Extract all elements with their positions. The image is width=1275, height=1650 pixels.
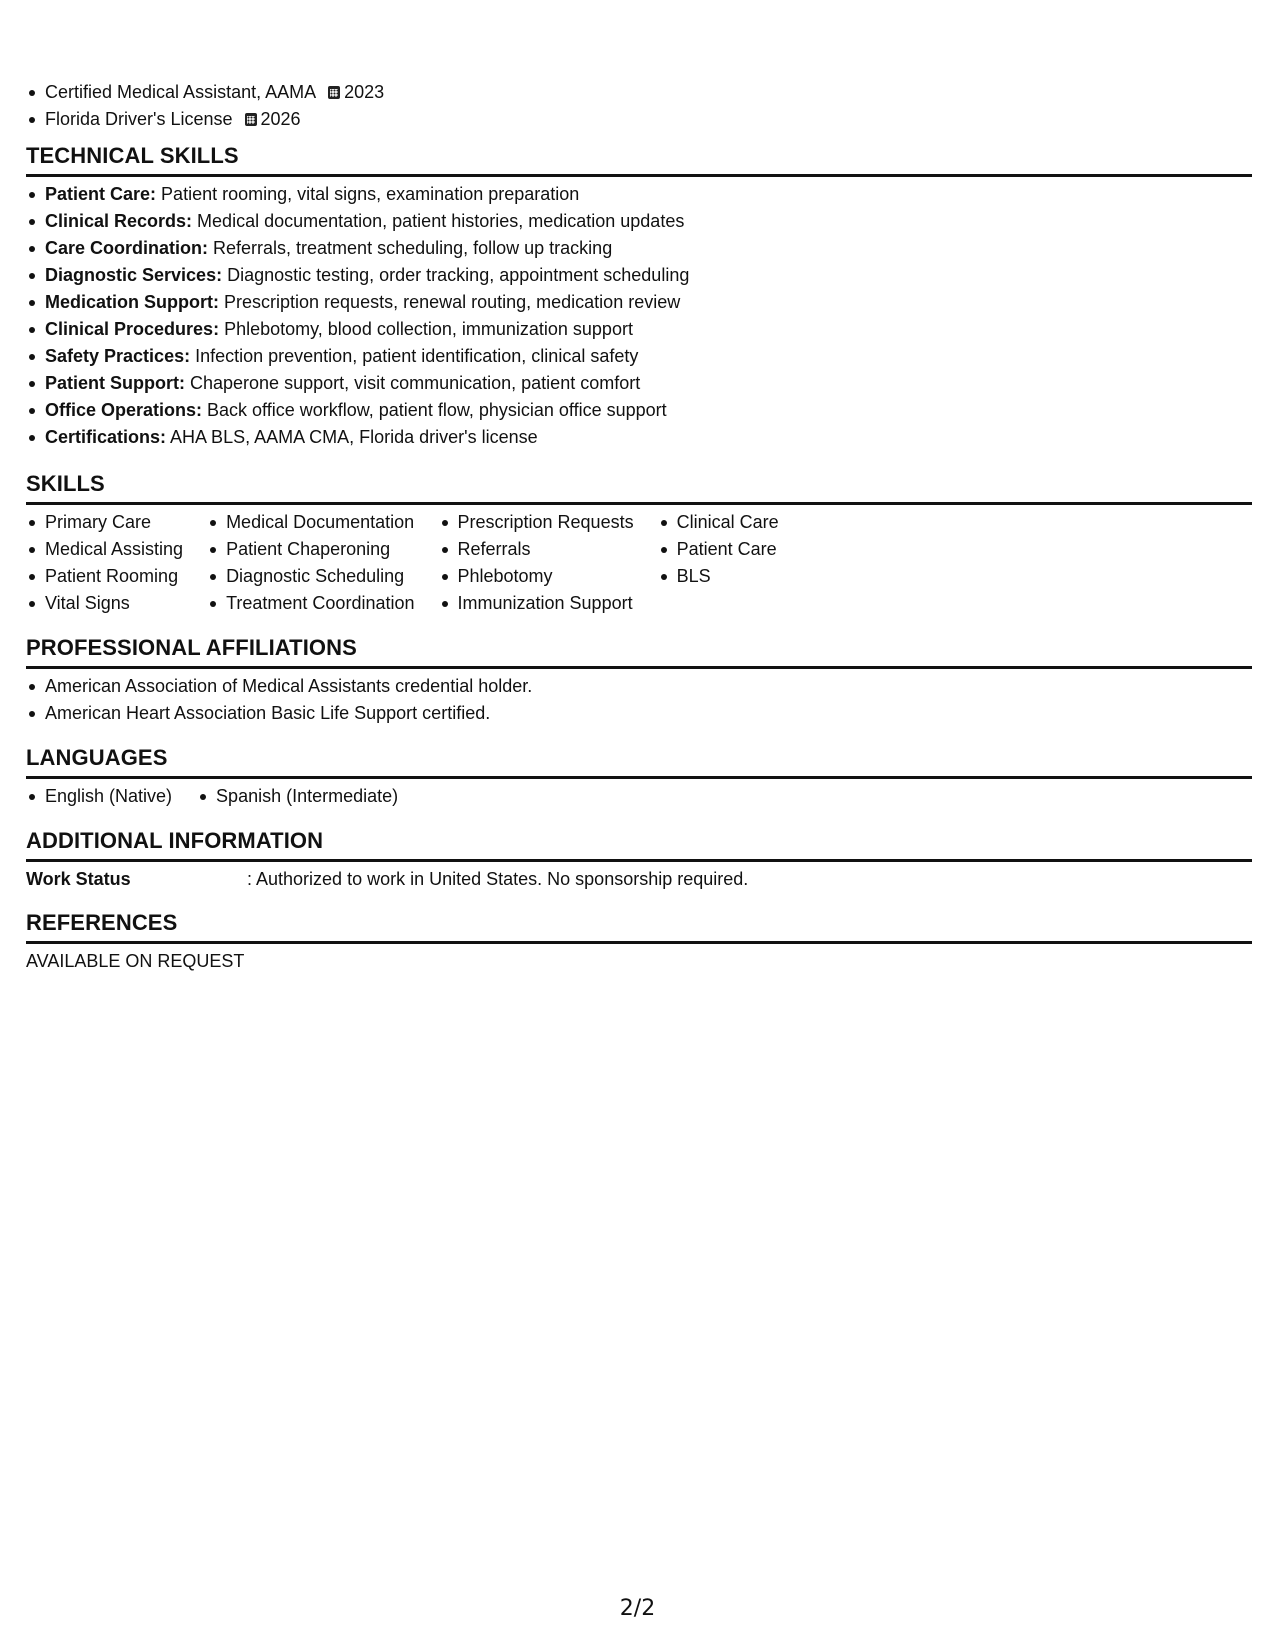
section-title: TECHNICAL SKILLS xyxy=(26,142,1252,177)
list-item: Vital Signs xyxy=(45,590,183,617)
skills-section xyxy=(26,470,1252,617)
list-item xyxy=(45,424,1252,451)
skills-column xyxy=(26,509,183,617)
item-label: Diagnostic Services: xyxy=(45,265,223,285)
section-title: ADDITIONAL INFORMATION xyxy=(26,827,1252,862)
item-label: Office Operations: xyxy=(45,400,203,420)
certification-item xyxy=(45,79,384,106)
technical-skills-section xyxy=(26,142,1252,451)
section-title: REFERENCES xyxy=(26,909,1252,944)
references-text: AVAILABLE ON REQUEST xyxy=(26,951,245,971)
list-item xyxy=(45,397,1252,424)
list-item: BLS xyxy=(677,563,779,590)
item-label: Patient Support: xyxy=(45,373,185,393)
certification-name: Certified Medical Assistant, AAMA xyxy=(45,82,317,102)
list-item: Patient Care xyxy=(677,536,779,563)
skills-column xyxy=(658,509,779,617)
certification-item xyxy=(45,106,384,133)
item-text: Infection prevention, patient identification, clinical safety xyxy=(190,346,639,366)
list-item: Referrals xyxy=(458,536,634,563)
item-label: Patient Care: xyxy=(45,184,157,204)
item-label: Medication Support: xyxy=(45,292,219,312)
list-item: Spanish (Intermediate) xyxy=(216,783,398,810)
list-item: Medical Documentation xyxy=(226,509,414,536)
item-label: Care Coordination: xyxy=(45,238,209,258)
affiliations-list xyxy=(26,673,1252,727)
work-status-label: Work Status xyxy=(26,869,131,889)
certification-list xyxy=(26,79,384,133)
item-text: Back office workflow, patient flow, physician office support xyxy=(202,400,667,420)
list-item: Medical Assisting xyxy=(45,536,183,563)
list-item xyxy=(45,316,1252,343)
item-text: Diagnostic testing, order tracking, appointment scheduling xyxy=(222,265,690,285)
certification-year: 2023 xyxy=(344,82,385,102)
list-item xyxy=(45,208,1252,235)
list-item: Immunization Support xyxy=(458,590,634,617)
list-item: Treatment Coordination xyxy=(226,590,414,617)
item-text: Phlebotomy, blood collection, immunization support xyxy=(219,319,633,339)
list-item xyxy=(45,289,1252,316)
calendar-icon xyxy=(245,113,257,126)
item-text: Referrals, treatment scheduling, follow up tracking xyxy=(208,238,613,258)
item-text: AHA BLS, AAMA CMA, Florida driver's license xyxy=(166,427,538,447)
skills-column xyxy=(207,509,414,617)
section-title: LANGUAGES xyxy=(26,744,1252,779)
list-item: American Association of Medical Assistants credential holder. xyxy=(45,673,1252,700)
certification-year: 2026 xyxy=(260,109,301,129)
list-item: English (Native) xyxy=(45,783,172,810)
work-status-value: : Authorized to work in United States. No sponsorship required. xyxy=(247,869,749,889)
list-item: Primary Care xyxy=(45,509,183,536)
additional-information-section xyxy=(26,827,1252,893)
references-section xyxy=(26,909,1252,975)
list-item: Diagnostic Scheduling xyxy=(226,563,414,590)
page-number: 2/2 xyxy=(619,1596,656,1621)
certification-name: Florida Driver's License xyxy=(45,109,233,129)
list-item: American Heart Association Basic Life Support certified. xyxy=(45,700,1252,727)
item-text: Prescription requests, renewal routing, medication review xyxy=(219,292,681,312)
list-item xyxy=(45,370,1252,397)
section-title: PROFESSIONAL AFFILIATIONS xyxy=(26,634,1252,669)
technical-skills-list xyxy=(26,181,1252,451)
work-status-row xyxy=(26,866,1252,893)
item-label: Clinical Procedures: xyxy=(45,319,220,339)
list-item xyxy=(45,343,1252,370)
affiliations-section xyxy=(26,634,1252,727)
languages-section xyxy=(26,744,1252,810)
calendar-icon xyxy=(328,86,340,99)
list-item xyxy=(45,235,1252,262)
list-item xyxy=(45,181,1252,208)
section-title: SKILLS xyxy=(26,470,1252,505)
item-text: Chaperone support, visit communication, patient comfort xyxy=(185,373,641,393)
list-item: Prescription Requests xyxy=(458,509,634,536)
languages-list xyxy=(26,783,1252,810)
item-label: Safety Practices: xyxy=(45,346,191,366)
item-text: Medical documentation, patient histories, medication updates xyxy=(192,211,685,231)
list-item: Patient Chaperoning xyxy=(226,536,414,563)
list-item: Phlebotomy xyxy=(458,563,634,590)
skills-column xyxy=(439,509,634,617)
list-item: Clinical Care xyxy=(677,509,779,536)
item-text: Patient rooming, vital signs, examination preparation xyxy=(156,184,580,204)
list-item: Patient Rooming xyxy=(45,563,183,590)
item-label: Clinical Records: xyxy=(45,211,193,231)
item-label: Certifications: xyxy=(45,427,167,447)
list-item xyxy=(45,262,1252,289)
